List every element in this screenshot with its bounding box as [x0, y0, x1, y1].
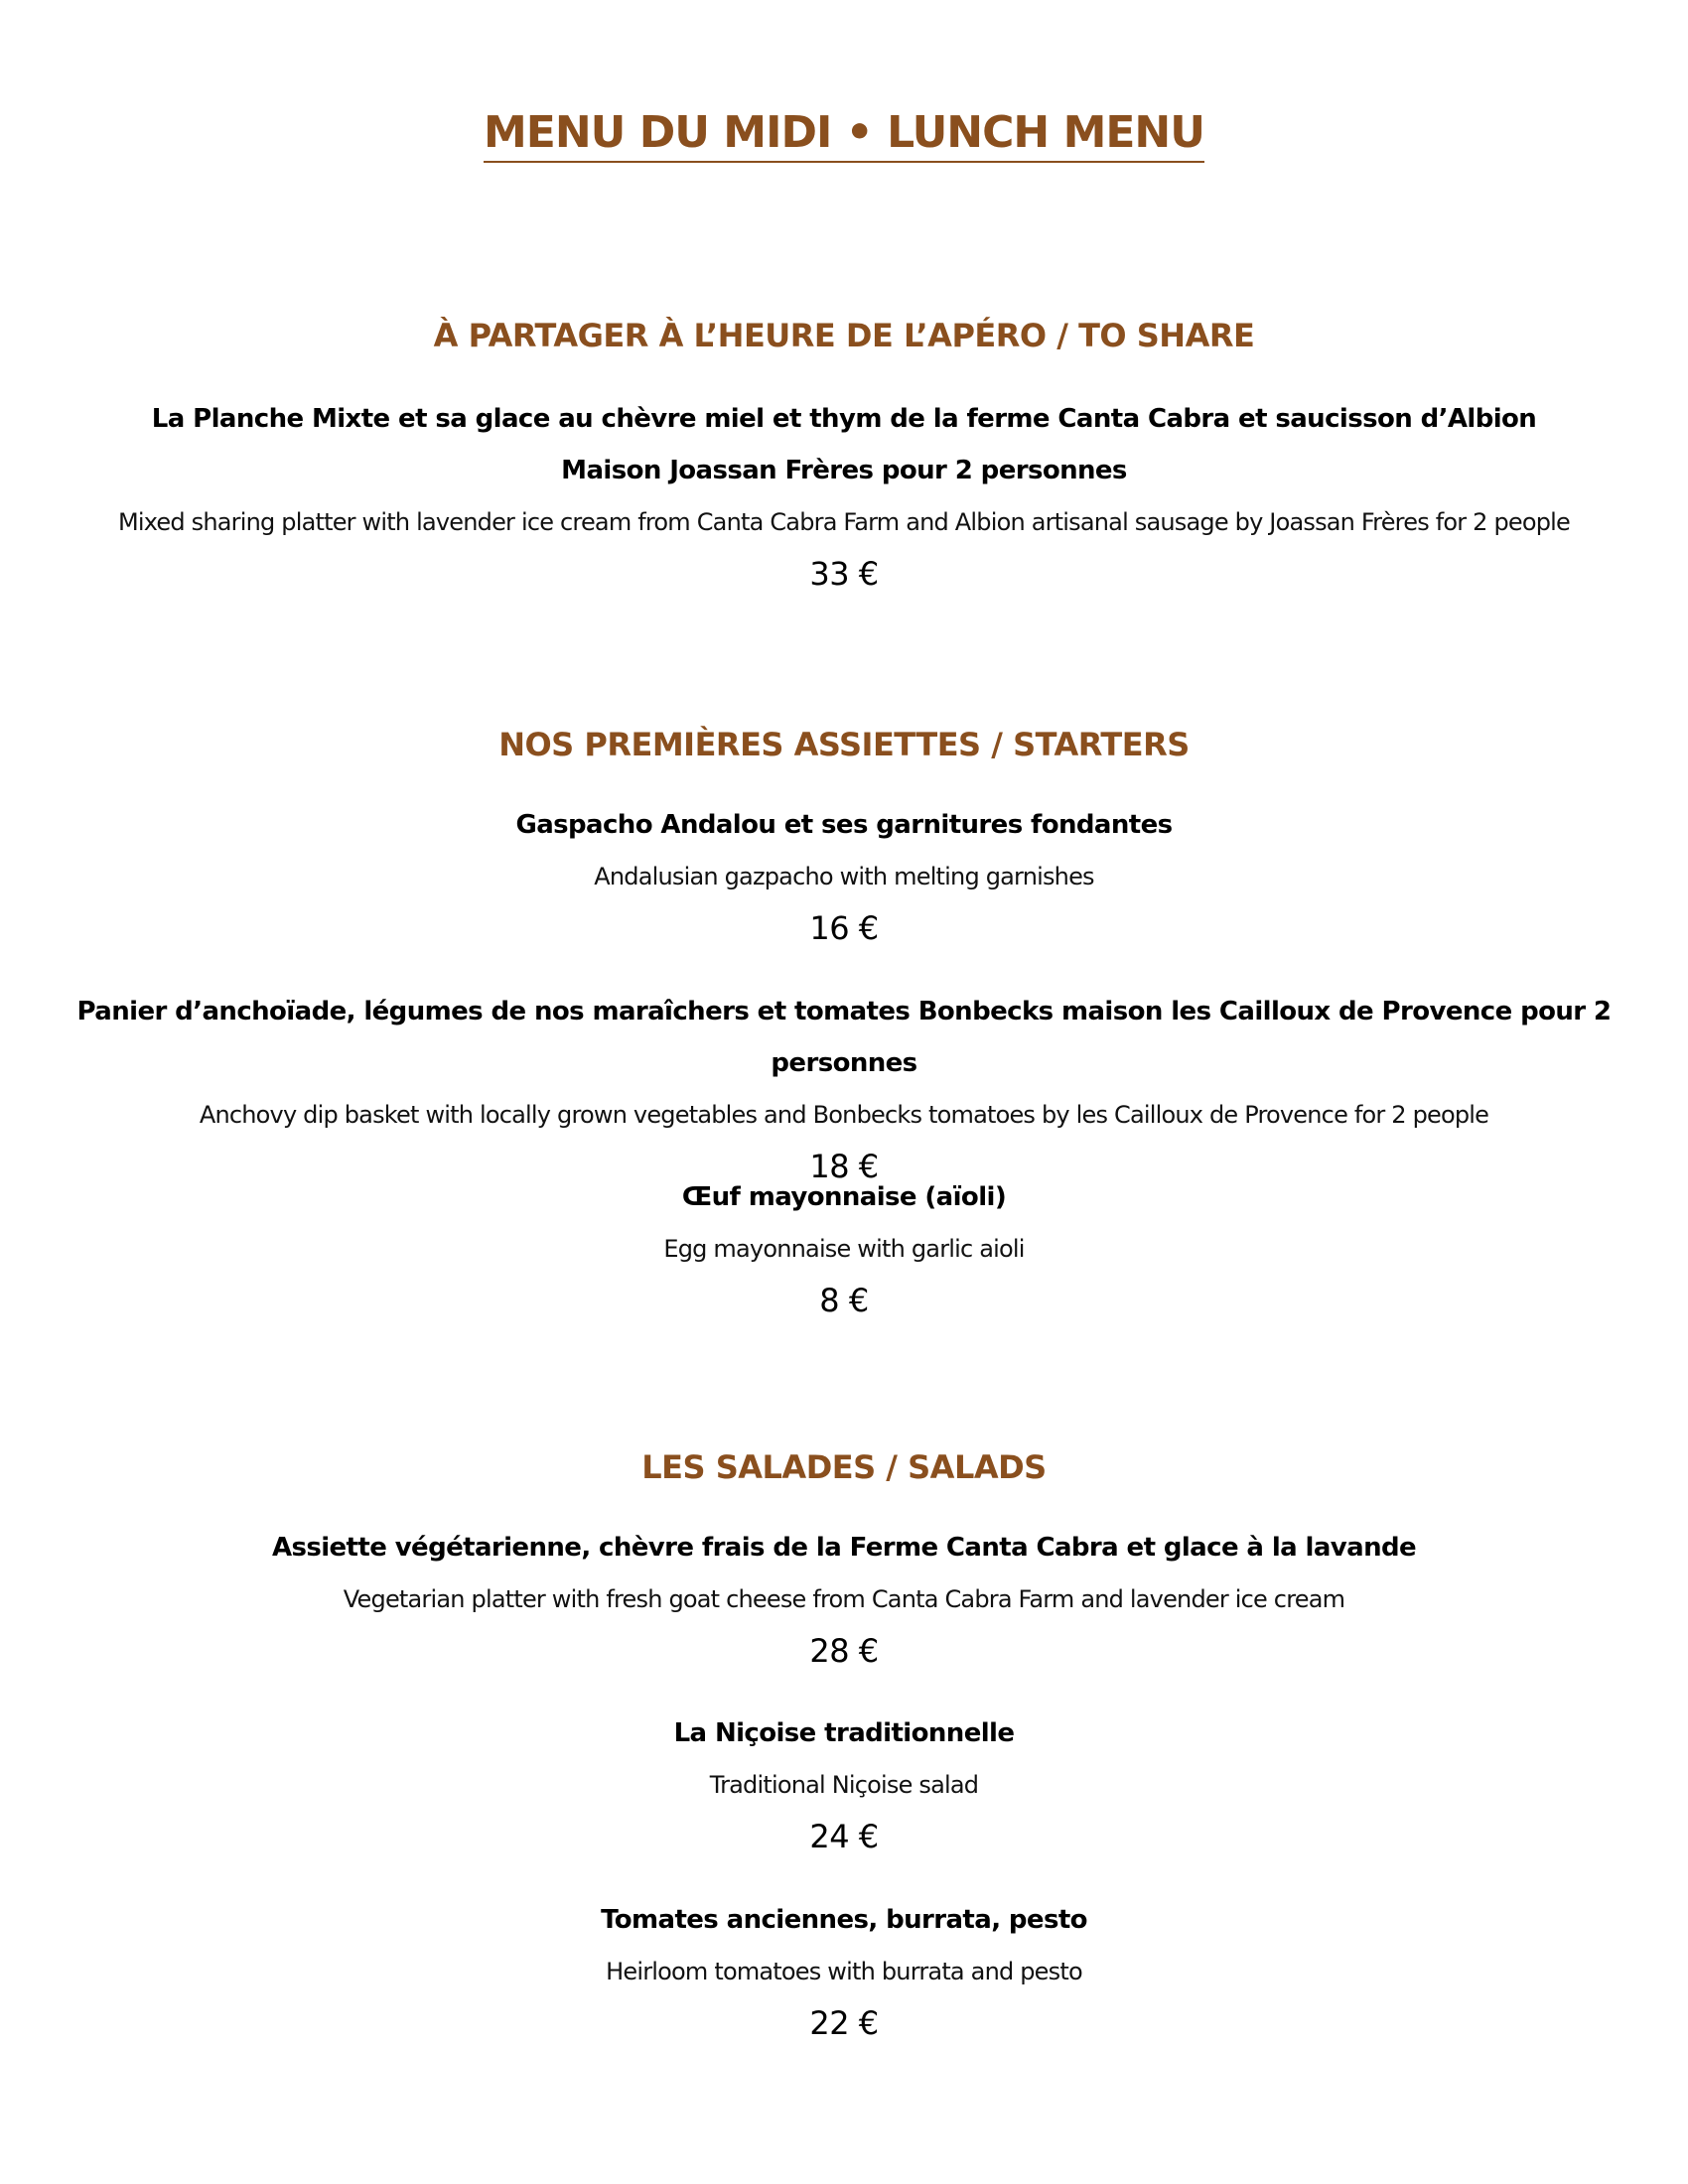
item-name: Panier d’anchoïade, légumes de nos maraîchers et tomates Bonbecks maison les Cailloux de Provence pour 2 personnes — [76, 997, 1612, 1078]
section-heading-starters: NOS PREMIÈRES ASSIETTES / STARTERS — [498, 726, 1190, 763]
menu-item-assiette-vegetarienne — [0, 1522, 1688, 1677]
item-price: 33 € — [809, 555, 879, 593]
menu-item-anchoiade — [0, 986, 1688, 1192]
menu-item-nicoise — [0, 1707, 1688, 1862]
item-name: Gaspacho Andalou et ses garnitures fondantes — [515, 810, 1173, 840]
item-price: 16 € — [809, 909, 879, 947]
menu-item-oeuf-mayonnaise — [0, 1171, 1688, 1326]
item-description: Heirloom tomatoes with burrata and pesto — [606, 1958, 1082, 1985]
section-heading-salads: LES SALADES / SALADS — [641, 1448, 1047, 1486]
item-name: Tomates anciennes, burrata, pesto — [601, 1905, 1087, 1935]
item-description: Egg mayonnaise with garlic aioli — [663, 1235, 1025, 1263]
item-description: Mixed sharing platter with lavender ice cream from Canta Cabra Farm and Albion artisanal sausage by Joassan Frères for 2 people — [117, 508, 1571, 536]
item-name: Œuf mayonnaise (aïoli) — [681, 1182, 1007, 1212]
menu-title-text: MENU DU MIDI • LUNCH MENU — [484, 107, 1204, 163]
menu-item-gaspacho — [0, 799, 1688, 954]
item-price: 24 € — [809, 1818, 879, 1855]
item-name: La Niçoise traditionnelle — [673, 1718, 1015, 1748]
item-description: Vegetarian platter with fresh goat cheese from Canta Cabra Farm and lavender ice cream — [343, 1585, 1345, 1613]
item-description: Andalusian gazpacho with melting garnishes — [594, 863, 1094, 890]
menu-item-planche-mixte — [0, 393, 1688, 600]
item-description: Anchovy dip basket with locally grown vegetables and Bonbecks tomatoes by les Cailloux de Provence for 2 people — [199, 1101, 1489, 1129]
item-description: Traditional Niçoise salad — [709, 1771, 979, 1799]
item-name: La Planche Mixte et sa glace au chèvre miel et thym de la ferme Canta Cabra et saucisson d’Albion — [151, 404, 1537, 434]
item-price: 8 € — [819, 1282, 869, 1319]
menu-item-tomates-burrata — [0, 1894, 1688, 2049]
item-price: 22 € — [809, 2004, 879, 2042]
item-price: 18 € — [809, 1148, 879, 1185]
menu-title — [0, 107, 1688, 163]
section-heading-to-share: À PARTAGER À L’HEURE DE L’APÉRO / TO SHARE — [433, 317, 1255, 354]
item-name-continued: Maison Joassan Frères pour 2 personnes — [561, 456, 1127, 485]
item-price: 28 € — [809, 1632, 879, 1670]
item-name: Assiette végétarienne, chèvre frais de la Ferme Canta Cabra et glace à la lavande — [271, 1533, 1417, 1563]
